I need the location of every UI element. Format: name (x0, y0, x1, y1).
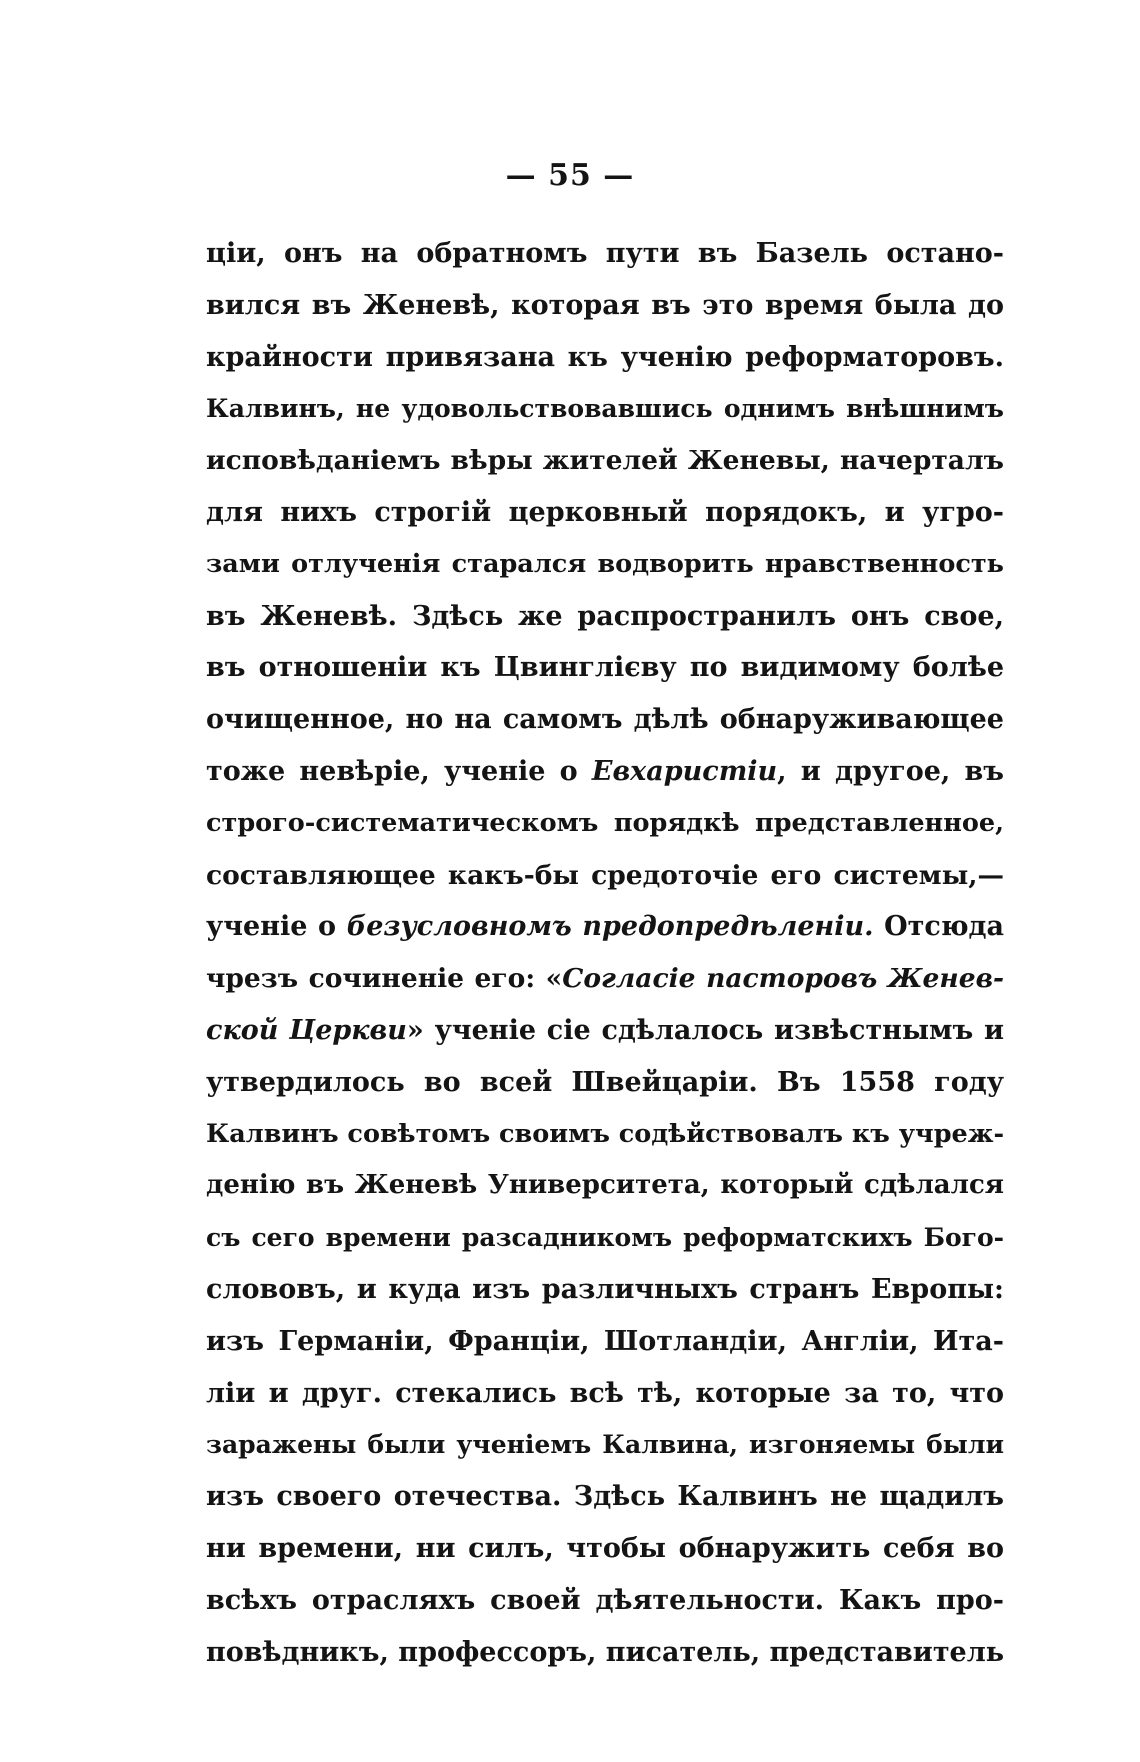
text-line (206, 332, 1004, 384)
text-segment: чрезъ сочиненіе его: « (206, 963, 563, 995)
text-line (206, 1109, 1004, 1161)
text-segment: Калвинъ, не удовольствовавшись однимъ внѣшнимъ (206, 394, 1004, 424)
text-segment: ціи, онъ на обратномъ пути въ Базель остано- (206, 238, 1004, 269)
text-segment: Отсюда (873, 911, 1004, 943)
text-segment: крайности привязана къ ученію реформаторовъ. (206, 341, 1004, 373)
text-segment: » ученіе сіе сдѣлалось извѣстнымъ и (406, 1014, 1004, 1046)
text-segment: строго-систематическомъ порядкѣ представленное, (206, 807, 1004, 838)
text-segment: , и другое, въ (777, 755, 1004, 787)
text-line (206, 1368, 1004, 1420)
text-segment: составляющее какъ-бы средоточіе его системы,— (206, 859, 1004, 891)
text-segment: заражены были ученіемъ Калвина, изгоняемы были (206, 1430, 1004, 1460)
text-segment: ученіе о (206, 911, 347, 943)
text-line (206, 1471, 1004, 1523)
text-line (206, 642, 1004, 694)
text-line (206, 746, 1004, 798)
text-line (206, 435, 1004, 487)
italic-text: Согласіе пасторовъ Женев- (562, 963, 1004, 995)
text-segment: денію въ Женевѣ Университета, который сдѣлался (206, 1170, 1004, 1201)
text-segment: ліи и друг. стекались всѣ тѣ, которые за то, что (206, 1377, 1004, 1409)
text-line (206, 280, 1004, 332)
text-line (206, 1160, 1004, 1212)
text-line (206, 798, 1004, 850)
italic-text: ской Церкви (206, 1014, 407, 1046)
text-line (206, 1316, 1004, 1368)
body-text (206, 228, 1004, 1678)
text-line (206, 1575, 1004, 1627)
text-segment: въ отношеніи къ Цвинглієву по видимому болѣе (206, 652, 1004, 684)
text-segment: всѣхъ отрасляхъ своей дѣятельности. Какъ про- (206, 1584, 1004, 1616)
text-segment: изъ своего отечества. Здѣсь Калвинъ не щадилъ (206, 1481, 1004, 1513)
text-line (206, 953, 1004, 1005)
text-line (206, 1005, 1004, 1057)
text-line (206, 901, 1004, 953)
text-line (206, 591, 1004, 643)
text-line (206, 487, 1004, 539)
text-line (206, 1523, 1004, 1575)
text-segment: очищенное, но на самомъ дѣлѣ обнаруживающее (206, 704, 1004, 736)
text-segment: утвердилось во всей Швейцаріи. Въ 1558 году (206, 1066, 1004, 1098)
text-line (206, 1264, 1004, 1316)
text-segment: вился въ Женевѣ, которая въ это время была до (206, 289, 1004, 321)
text-line (206, 1627, 1004, 1679)
text-line (206, 850, 1004, 902)
text-line (206, 1057, 1004, 1109)
text-segment: для нихъ строгій церковный порядокъ, и угро- (206, 496, 1004, 528)
text-line (206, 228, 1004, 280)
text-line (206, 1212, 1004, 1264)
text-segment: повѣдникъ, профессоръ, писатель, представитель (206, 1636, 1004, 1668)
text-line (206, 539, 1004, 591)
text-segment: исповѣданіемъ вѣры жителей Женевы, начерталъ (206, 445, 1004, 477)
text-line (206, 1419, 1004, 1471)
page-number: — 55 — (505, 158, 635, 193)
text-segment: изъ Германіи, Франціи, Шотландіи, Англіи, Ита- (206, 1325, 1004, 1357)
text-line (206, 383, 1004, 435)
text-line (206, 694, 1004, 746)
italic-text: Евхаристіи (591, 755, 778, 787)
text-segment: слововъ, и куда изъ различныхъ странъ Европы: (206, 1273, 1004, 1305)
text-segment: Калвинъ совѣтомъ своимъ содѣйствовалъ къ учреж- (206, 1118, 1004, 1149)
text-segment: тоже невѣріе, ученіе о (206, 755, 592, 787)
text-segment: зами отлученія старался водворить нравственность (206, 548, 1004, 579)
text-segment: съ сего времени разсадникомъ реформатскихъ Бого- (206, 1223, 1004, 1253)
text-segment: ни времени, ни силъ, чтобы обнаружить себя во (206, 1532, 1004, 1564)
italic-text: безусловномъ предопредѣленіи. (346, 911, 874, 943)
text-segment: въ Женевѣ. Здѣсь же распространилъ онъ свое, (206, 600, 1004, 632)
